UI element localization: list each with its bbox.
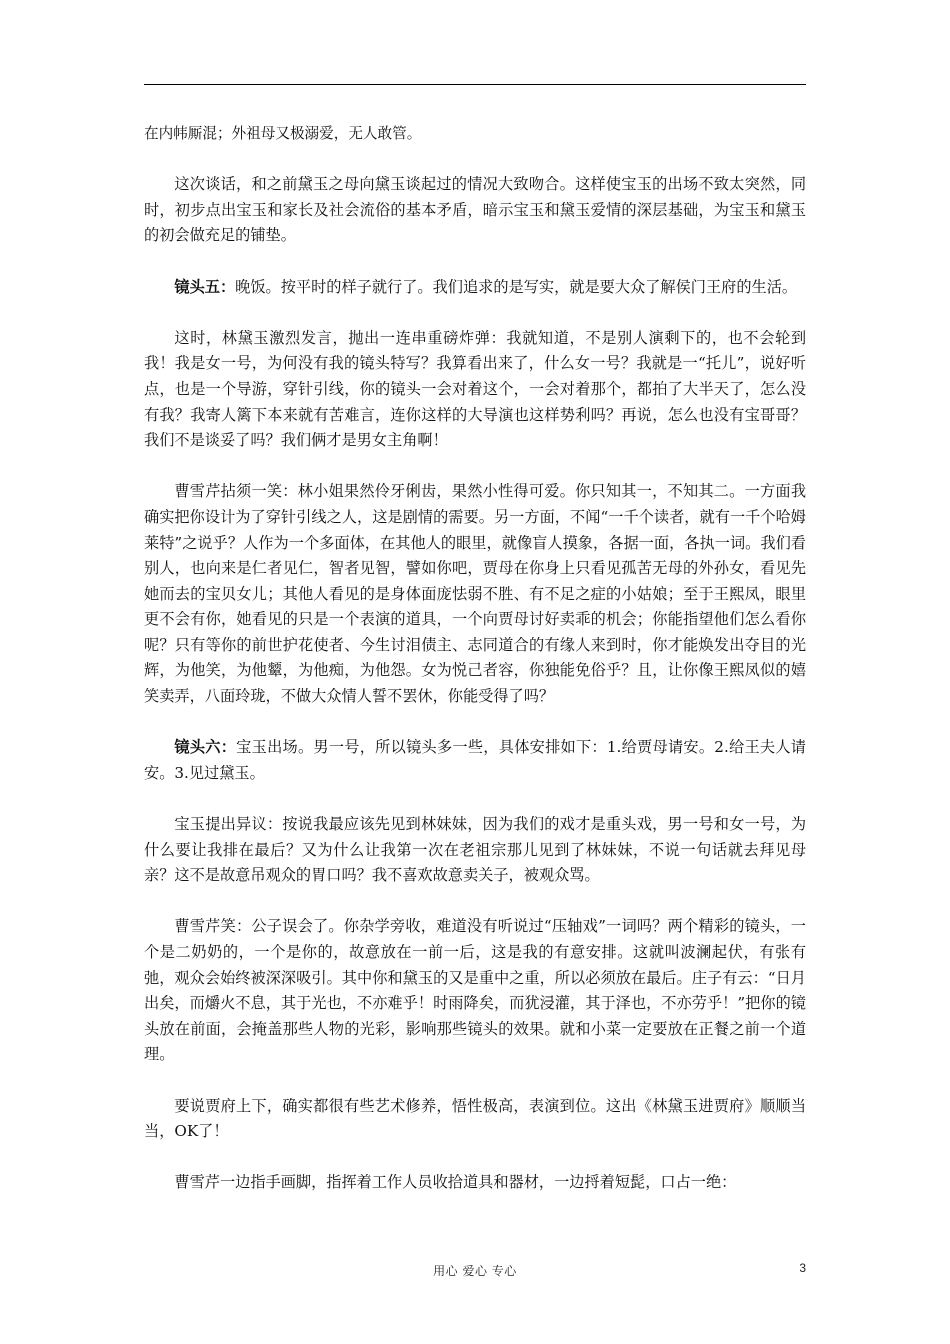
footer-motto: 用心 爱心 专心 (433, 1264, 517, 1278)
paragraph-5: 曹雪芹拈须一笑：林小姐果然伶牙俐齿，果然小性得可爱。你只知其一，不知其二。一方面我确实把你设计为了穿针引线之人，这是剧情的需要。另一方面，不闻“一千个读者，就有一千个哈姆莱特”之说乎？人作为一个多面体，在其他人的眼里，就像盲人摸象，各据一面，各执一词。我们看别人，也向来是仁者见仁，智者见智，譬如你吧，贾母在你身上只看见孤苦无母的外孙女，看见先她而去的宝贝女儿；其他人看见的是身体面庞怯弱不胜、有不足之症的小姑娘；至于王熙凤，眼里更不会有你，她看见的只是一个表演的道具，一个向贾母讨好卖乖的机会；你能指望他们怎么看你呢？只有等你的前世护花使者、今生讨泪债主、志同道合的有缘人来到时，你才能焕发出夺目的光辉，为他笑，为他颦，为他痴，为他怨。女为悦己者容，你独能免俗乎？且，让你像王熙凤似的嬉笑卖弄，八面玲珑，不做大众情人誓不罢休，你能受得了吗？ (144, 482, 806, 706)
paragraph-8: 曹雪芹笑：公子误会了。你杂学旁收，难道没有听说过“压轴戏”一词吗？两个精彩的镜头，一个是二奶奶的，一个是你的，故意放在一前一后，这是我的有意安排。这就叫波澜起伏，有张有弛，观众会始终被深深吸引。其中你和黛玉的又是重中之重，所以必须放在最后。庄子有云：“日月出矣，而爝火不息，其于光也，不亦难乎！时雨降矣，而犹浸灌，其于泽也，不亦劳乎！”把你的镜头放在前面，会掩盖那些人物的光彩，影响那些镜头的效果。就和小菜一定要放在正餐之前一个道理。 (144, 917, 806, 1064)
page-number: 3 (799, 1261, 806, 1275)
shot-five-text: 晚饭。按平时的样子就行了。我们追求的是写实，就是要大众了解侯门王府的生活。 (235, 277, 798, 296)
paragraph-10: 曹雪芹一边指手画脚，指挥着工作人员收拾道具和器材，一边捋着短髭，口占一绝： (174, 1173, 737, 1192)
paragraph-7: 宝玉提出异议：按说我最应该先见到林妹妹，因为我们的戏才是重头戏，男一号和女一号，为什么要让我排在最后？又为什么让我第一次在老祖宗那儿见到了林妹妹，不说一句话就去拜见母亲？这不是故意吊观众的胃口吗？我不喜欢故意卖关子，被观众骂。 (144, 815, 806, 885)
paragraph-9: 要说贾府上下，确实都很有些艺术修养，悟性极高，表演到位。这出《林黛玉进贾府》顺顺当当，OK了！ (144, 1096, 806, 1141)
paragraph-1: 在内帏厮混；外祖母又极溺爱，无人敢管。 (144, 125, 422, 142)
paragraph-4: 这时，林黛玉激烈发言，抛出一连串重磅炸弹：我就知道，不是别人演剩下的，也不会轮到我！我是女一号，为何没有我的镜头特写？我算看出来了，什么女一号？我就是一“托儿”，说好听点，也是一个导游，穿针引线，你的镜头一会对着这个，一会对着那个，都拍了大半天了，怎么没有我？我寄人篱下本来就有苦难言，连你这样的大导演也这样势利吗？再说，怎么也没有宝哥哥？我们不是谈妥了吗？我们俩才是男女主角啊！ (144, 328, 806, 450)
document-body (144, 121, 806, 1196)
paragraph-shot-five (144, 275, 806, 301)
paragraph-2: 这次谈话，和之前黛玉之母向黛玉谈起过的情况大致吻合。这样使宝玉的出场不致太突然，同时，初步点出宝玉和家长及社会流俗的基本矛盾，暗示宝玉和黛玉爱情的深层基础，为宝玉和黛玉的初会做充足的铺垫。 (144, 175, 806, 245)
shot-five-label: 镜头五： (174, 277, 236, 296)
shot-six-label: 镜头六： (174, 738, 237, 757)
shot-six-text: 宝玉出场。男一号，所以镜头多一些，具体安排如下：1.给贾母请安。2.给王夫人请安。3.见过黛玉。 (144, 738, 806, 782)
header-rule (144, 84, 806, 85)
paragraph-shot-six (144, 735, 806, 786)
